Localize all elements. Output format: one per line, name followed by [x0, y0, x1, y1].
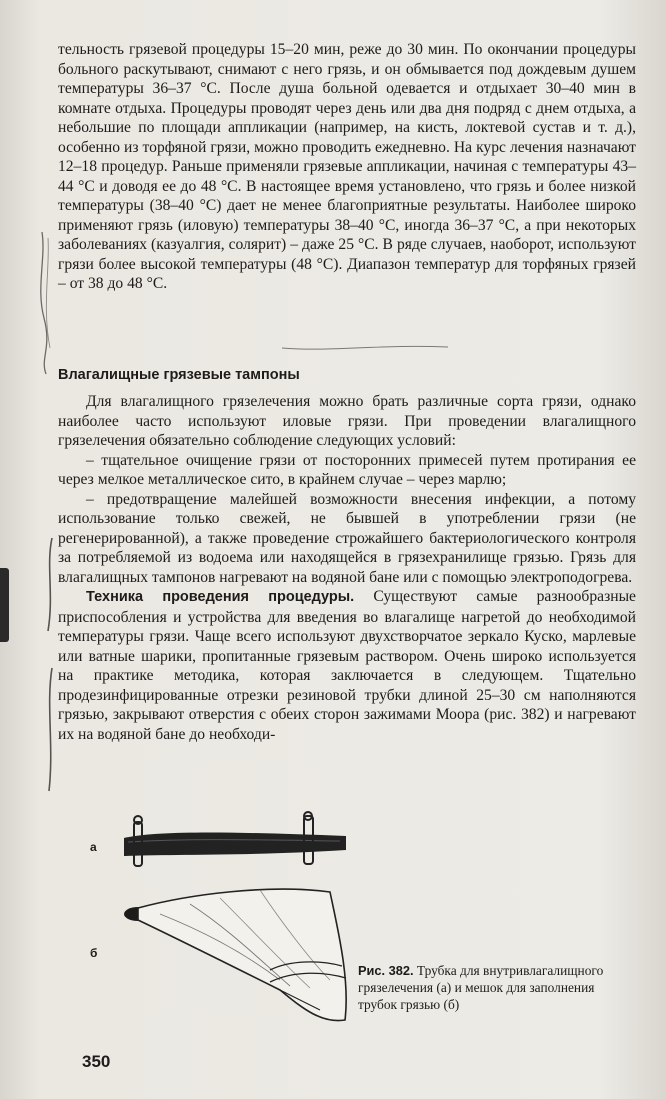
page-number: 350 [82, 1052, 111, 1071]
technique-text: Существуют самые разнообразные приспособления и устройства для введения во влагалище нагретой до необходимой температуры грязи. Чаще всего используют двухстворчатое зеркало Куско, марлевые или ватные шарики, пропитанные грязевым раствором. Очень широко используется на практике методика, которая заключается в следующем. Тщательно продезинфицированные отрезки резиновой трубки длиной 25–30 см наполняются грязью, закрывают отверстия с обеих сторон зажимами Моора (рис. 382) и нагревают их на водяной бане до необходи- [58, 588, 636, 743]
figure-label-b: б [90, 946, 98, 960]
page-edge-tab [0, 568, 9, 642]
figure-382 [90, 810, 350, 1040]
list-item-dash-1: – тщательное очищение грязи от посторонних примесей путем протирания ее через мелкое металлическое сито, в крайнем случае – через марлю; [58, 451, 636, 488]
technique-heading: Техника проведения процедуры. [86, 589, 355, 605]
figure-caption-head: Рис. 382. [358, 963, 414, 978]
section-paragraph: Для влагалищного грязелечения можно брать различные сорта грязи, однако наиболее часто используют иловые грязи. При проведении влагалищного грязелечения обязательно соблюдение следующих условий: [58, 393, 636, 449]
intro-paragraph: тельность грязевой процедуры 15–20 мин, реже до 30 мин. По окончании процедуры больного раскутывают, снимают с него грязь, и он обмывается под дождевым душем температуры 36–37 °С. После душа больной одевается и отдыхает 30–40 мин в комнате отдыха. Процедуры проводят через день или два дня подряд с днем отдыха, а небольшие по площади аппликации (например, на кисть, локтевой сустав и т. д.), особенно из торфяной грязи, можно проводить ежедневно. На курс лечения назначают 12–18 процедур. Раньше применяли грязевые аппликации, начиная с температуры 43–44 °С и доводя ее до 48 °С. В настоящее время установлено, что грязь и более низкой температуры (38–40 °С) дает не менее благоприятные результаты. Наиболее широко применяют грязь (иловую) температуры 38–40 °С, иногда 36–37 °С, а при некоторых заболеваниях (казуалгия, солярит) – даже 25 °С. В ряде случаев, наоборот, используют грязи более высокой температуры (48 °С). Диапазон температур для торфяных грязей – от 38 до 48 °С. [58, 41, 636, 292]
pencil-underline-mark [280, 338, 450, 354]
pencil-margin-mark-1 [28, 228, 58, 378]
technique-paragraph [58, 587, 636, 744]
pencil-margin-mark-3 [40, 665, 60, 795]
figure-label-a: а [90, 840, 97, 854]
intro-paragraph-block [58, 40, 636, 294]
list-item-dash-2: – предотвращение малейшей возможности внесения инфекции, а потому использование только свежей, не бывшей в употреблении грязи (не регенерированной), а также проведение строжайшего бактериологического контроля за потребляемой из водоема или находящейся в грязехранилище грязью. Грязь для влагалищных тампонов нагревают на водяной бане или с помощью электроподогрева. [58, 490, 636, 586]
tube-drawing [124, 812, 346, 866]
section-heading: Влагалищные грязевые тампоны [58, 367, 300, 383]
bag-drawing [124, 889, 346, 1020]
figure-caption-text: Трубка для внутривлагалищного грязелечения (а) и мешок для заполнения трубок грязью (б) [358, 963, 604, 1012]
figure-drawing [120, 810, 350, 1040]
section-body [58, 392, 636, 744]
pencil-margin-mark-2 [40, 535, 60, 635]
figure-caption [358, 962, 618, 1013]
